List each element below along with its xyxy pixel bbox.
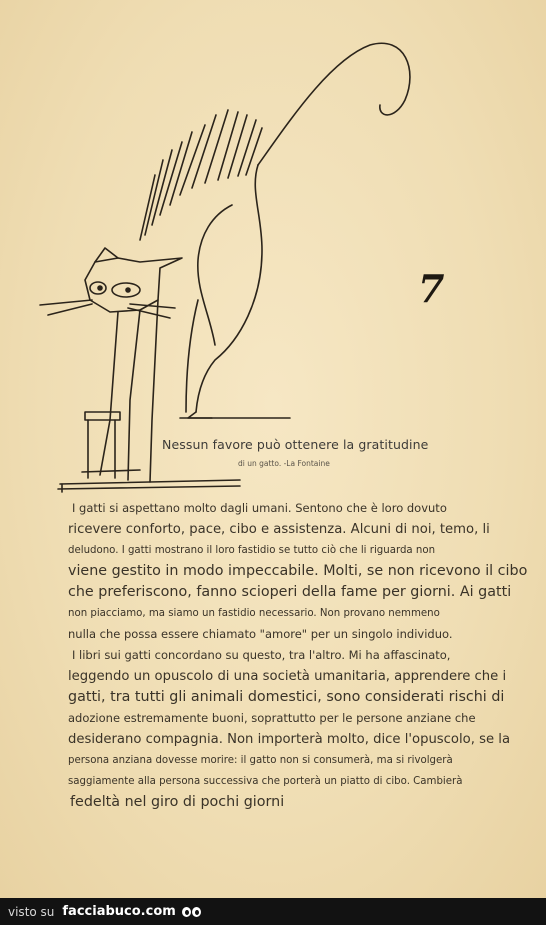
footer-prefix: visto su	[8, 904, 55, 919]
text-line: viene gestito in modo impeccabile. Molti, se non ricevono il cibo	[68, 563, 528, 579]
text-line: I gatti si aspettano molto dagli umani. Sentono che è loro dovuto	[72, 501, 447, 515]
text-line: adozione estremamente buoni, soprattutto per le persone anziane che	[68, 711, 476, 725]
text-line: non piacciamo, ma siamo un fastidio necessario. Non provano nemmeno	[68, 608, 440, 619]
text-line: fedeltà nel giro di pochi giorni	[70, 794, 285, 810]
text-line: persona anziana dovesse morire: il gatto non si consumerà, ma si rivolgerà	[68, 755, 453, 766]
text-line: I libri sui gatti concordano su questo, tra l'altro. Mi ha affascinato,	[72, 648, 451, 662]
text-line: ricevere conforto, pace, cibo e assistenza. Alcuni di noi, temo, li	[68, 522, 490, 537]
text-line: gatti, tra tutti gli animali domestici, sono considerati rischi di	[68, 689, 505, 705]
quote-attribution: di un gatto. -La Fontaine	[238, 459, 330, 468]
watermark-footer	[0, 898, 546, 925]
text-line: che preferiscono, fanno scioperi della fame per giorni. Ai gatti	[68, 584, 512, 600]
text-line: nulla che possa essere chiamato "amore" per un singolo individuo.	[68, 627, 453, 641]
text-line: deludono. I gatti mostrano il loro fastidio se tutto ciò che li riguarda non	[68, 545, 436, 556]
body-text	[68, 498, 528, 813]
text-line: desiderano compagnia. Non importerà molto, dice l'opuscolo, se la	[68, 732, 511, 747]
quote-text: Nessun favore può ottenere la gratitudine	[162, 437, 429, 452]
text-line: leggendo un opuscolo di una società umanitaria, apprendere che i	[68, 669, 507, 684]
eyes-logo-icon	[182, 907, 201, 917]
text-line: saggiamente alla persona successiva che porterà un piatto di cibo. Cambierà	[68, 776, 463, 787]
handwritten-seven: 7	[418, 266, 445, 311]
footer-site-link[interactable]: facciabuco.com	[62, 904, 176, 919]
